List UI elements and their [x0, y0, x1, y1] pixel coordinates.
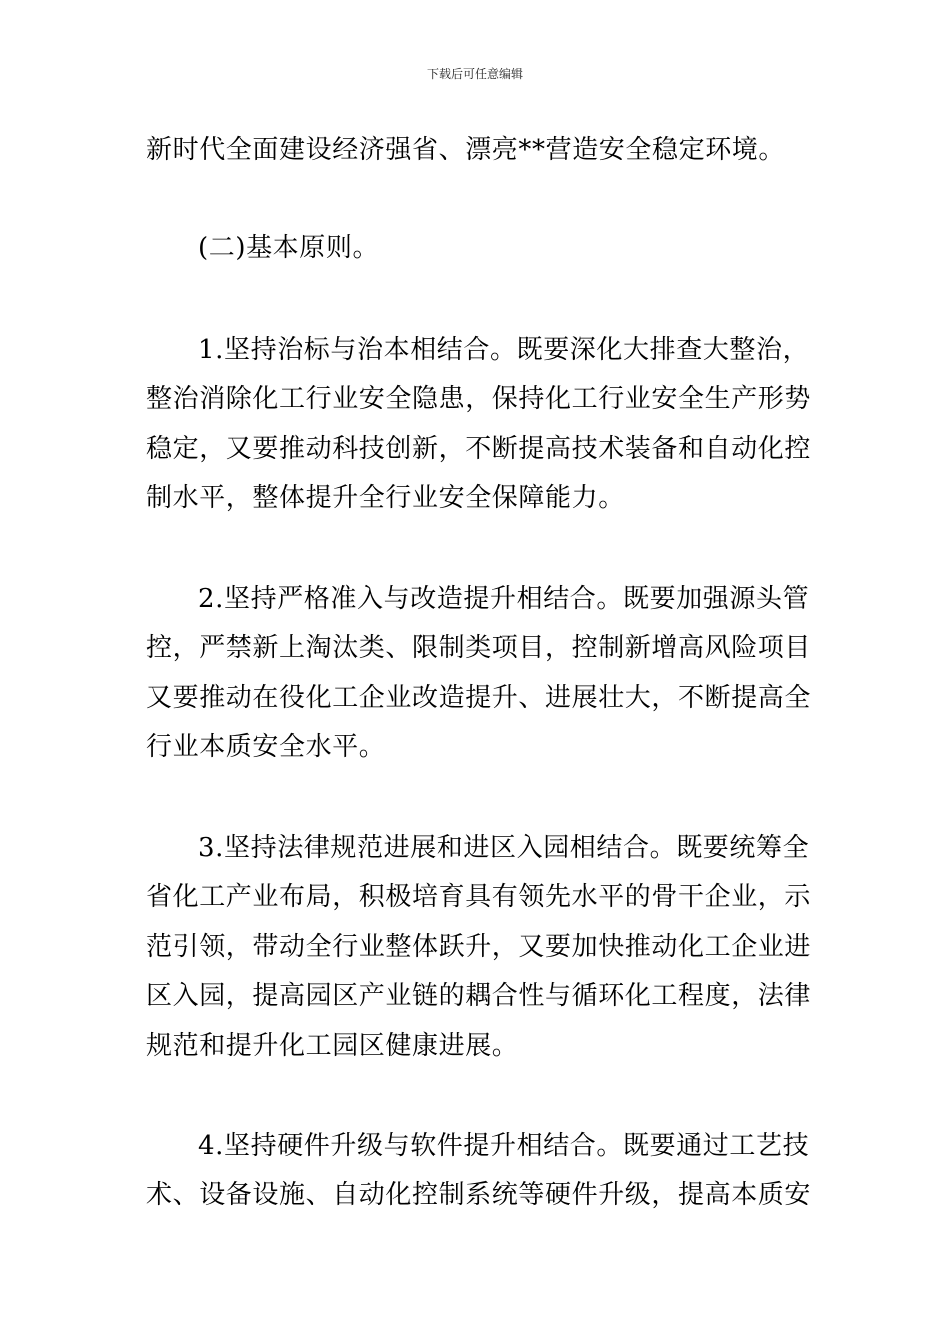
principle-4-line-1: 4.坚持硬件升级与软件提升相结合。既要通过工艺技: [198, 1131, 810, 1161]
principle-2-line-2: 控，严禁新上淘汰类、限制类项目，控制新增高风险项目: [146, 633, 812, 663]
principle-1-line-4: 制水平，整体提升全行业安全保障能力。: [146, 483, 625, 513]
principle-3-line-1: 3.坚持法律规范进展和进区入园相结合。既要统筹全: [198, 833, 810, 863]
principle-3-line-3: 范引领，带动全行业整体跃升，又要加快推动化工企业进: [146, 932, 812, 962]
principle-2-line-3: 又要推动在役化工企业改造提升、进展壮大，不断提高全: [146, 683, 812, 713]
principle-3-line-5: 规范和提升化工园区健康进展。: [146, 1031, 519, 1061]
principle-1-line-2: 整治消除化工行业安全隐患，保持化工行业安全生产形势: [146, 384, 812, 414]
principle-3-line-2: 省化工产业布局，积极培育具有领先水平的骨干企业，示: [146, 882, 812, 912]
principle-2-line-1: 2.坚持严格准入与改造提升相结合。既要加强源头管: [198, 584, 810, 614]
header-note: 下载后可任意编辑: [426, 67, 523, 81]
principle-4-line-2: 术、设备设施、自动化控制系统等硬件升级，提高本质安: [146, 1180, 812, 1210]
principle-2-line-4: 行业本质安全水平。: [146, 732, 386, 762]
section-heading-basic-principles: (二)基本原则。: [198, 233, 380, 263]
principle-3-line-4: 区入园，提高园区产业链的耦合性与循环化工程度，法律: [146, 981, 812, 1011]
principle-1-line-1: 1.坚持治标与治本相结合。既要深化大排查大整治，: [198, 335, 810, 365]
text-line-intro-end: 新时代全面建设经济强省、漂亮**营造安全稳定环境。: [146, 135, 786, 165]
principle-1-line-3: 稳定，又要推动科技创新，不断提高技术装备和自动化控: [146, 434, 812, 464]
